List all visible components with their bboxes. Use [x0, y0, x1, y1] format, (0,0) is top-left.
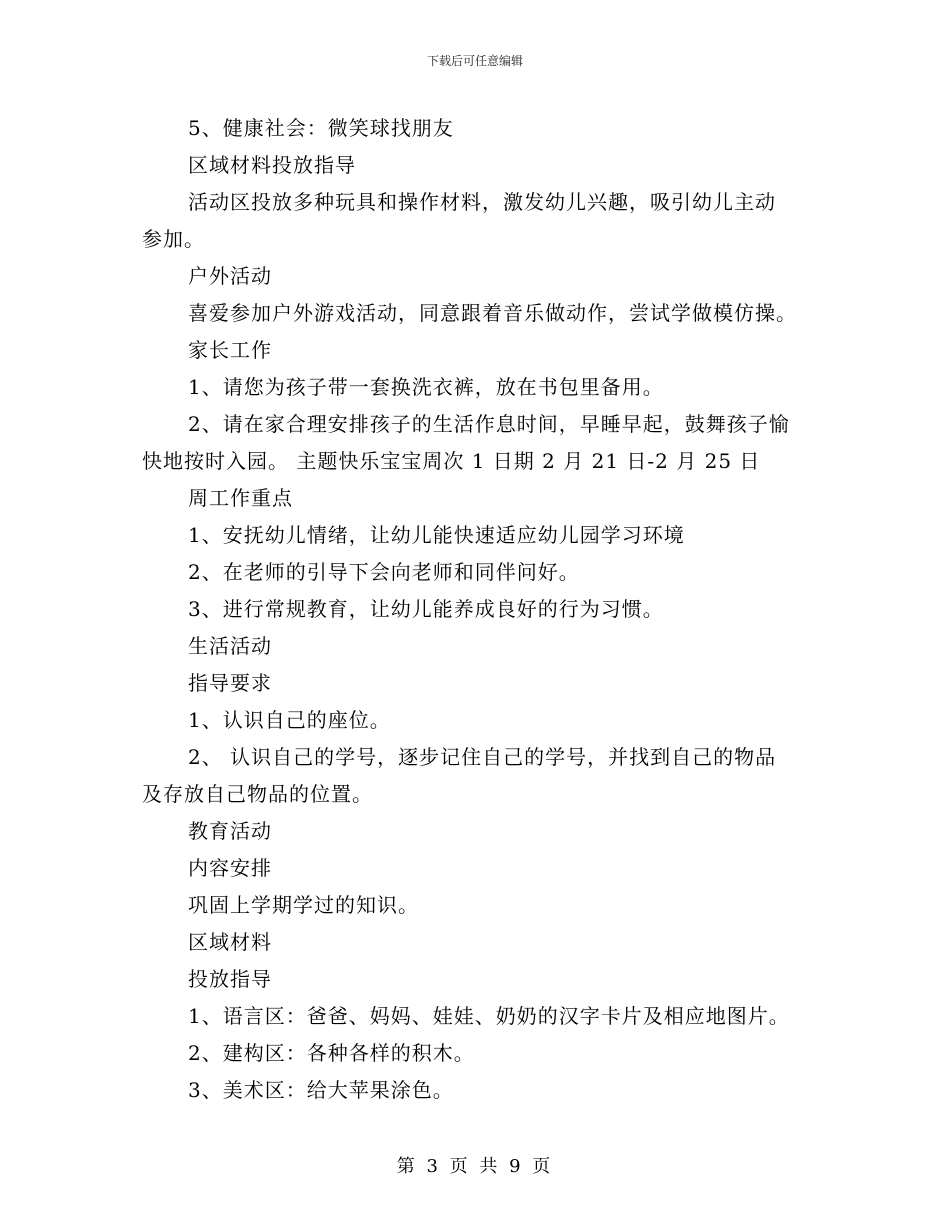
text-line: 2、建构区：各种各样的积木。: [188, 1041, 475, 1065]
text-line: 周工作重点: [188, 486, 293, 510]
text-line: 区域材料: [188, 930, 272, 954]
text-line: 生活活动: [188, 634, 272, 658]
text-line: 喜爱参加户外游戏活动，同意跟着音乐做动作，尝试学做模仿操。: [188, 301, 797, 325]
text-line: 5、健康社会：微笑球找朋友: [188, 116, 454, 140]
text-line: 及存放自己物品的位置。: [142, 782, 373, 806]
text-line: 2、请在家合理安排孩子的生活作息时间，早睡早起，鼓舞孩子愉: [188, 412, 790, 436]
document-body: [142, 110, 810, 1109]
text-line: 1、认识自己的座位。: [188, 708, 391, 732]
text-line: 快地按时入园。 主题快乐宝宝周次 1 日期 2 月 21 日-2 月 25 日: [142, 449, 761, 473]
page-header: 下载后可任意编辑: [426, 54, 523, 68]
text-line: 1、语言区：爸爸、妈妈、娃娃、奶奶的汉字卡片及相应地图片。: [188, 1004, 790, 1028]
page-footer: 第 3 页 共 9 页: [396, 1156, 554, 1177]
text-line: 3、进行常规教育，让幼儿能养成良好的行为习惯。: [188, 597, 664, 621]
text-line: 参加。: [142, 227, 205, 251]
text-line: 内容安排: [188, 856, 272, 880]
text-line: 2、 认识自己的学号，逐步记住自己的学号，并找到自己的物品: [188, 745, 777, 769]
text-line: 1、安抚幼儿情绪，让幼儿能快速适应幼儿园学习环境: [188, 523, 685, 547]
text-line: 巩固上学期学过的知识。: [188, 893, 419, 917]
text-line: 1、请您为孩子带一套换洗衣裤，放在书包里备用。: [188, 375, 664, 399]
text-line: 指导要求: [188, 671, 272, 695]
text-line: 3、美术区：给大苹果涂色。: [188, 1078, 454, 1102]
text-line: 活动区投放多种玩具和操作材料，激发幼儿兴趣，吸引幼儿主动: [188, 190, 776, 214]
text-line: 投放指导: [188, 967, 272, 991]
text-line: 区域材料投放指导: [188, 153, 356, 177]
text-line: 2、在老师的引导下会向老师和同伴问好。: [188, 560, 580, 584]
text-line: 户外活动: [188, 264, 272, 288]
text-line: 家长工作: [188, 338, 272, 362]
text-line: 教育活动: [188, 819, 272, 843]
